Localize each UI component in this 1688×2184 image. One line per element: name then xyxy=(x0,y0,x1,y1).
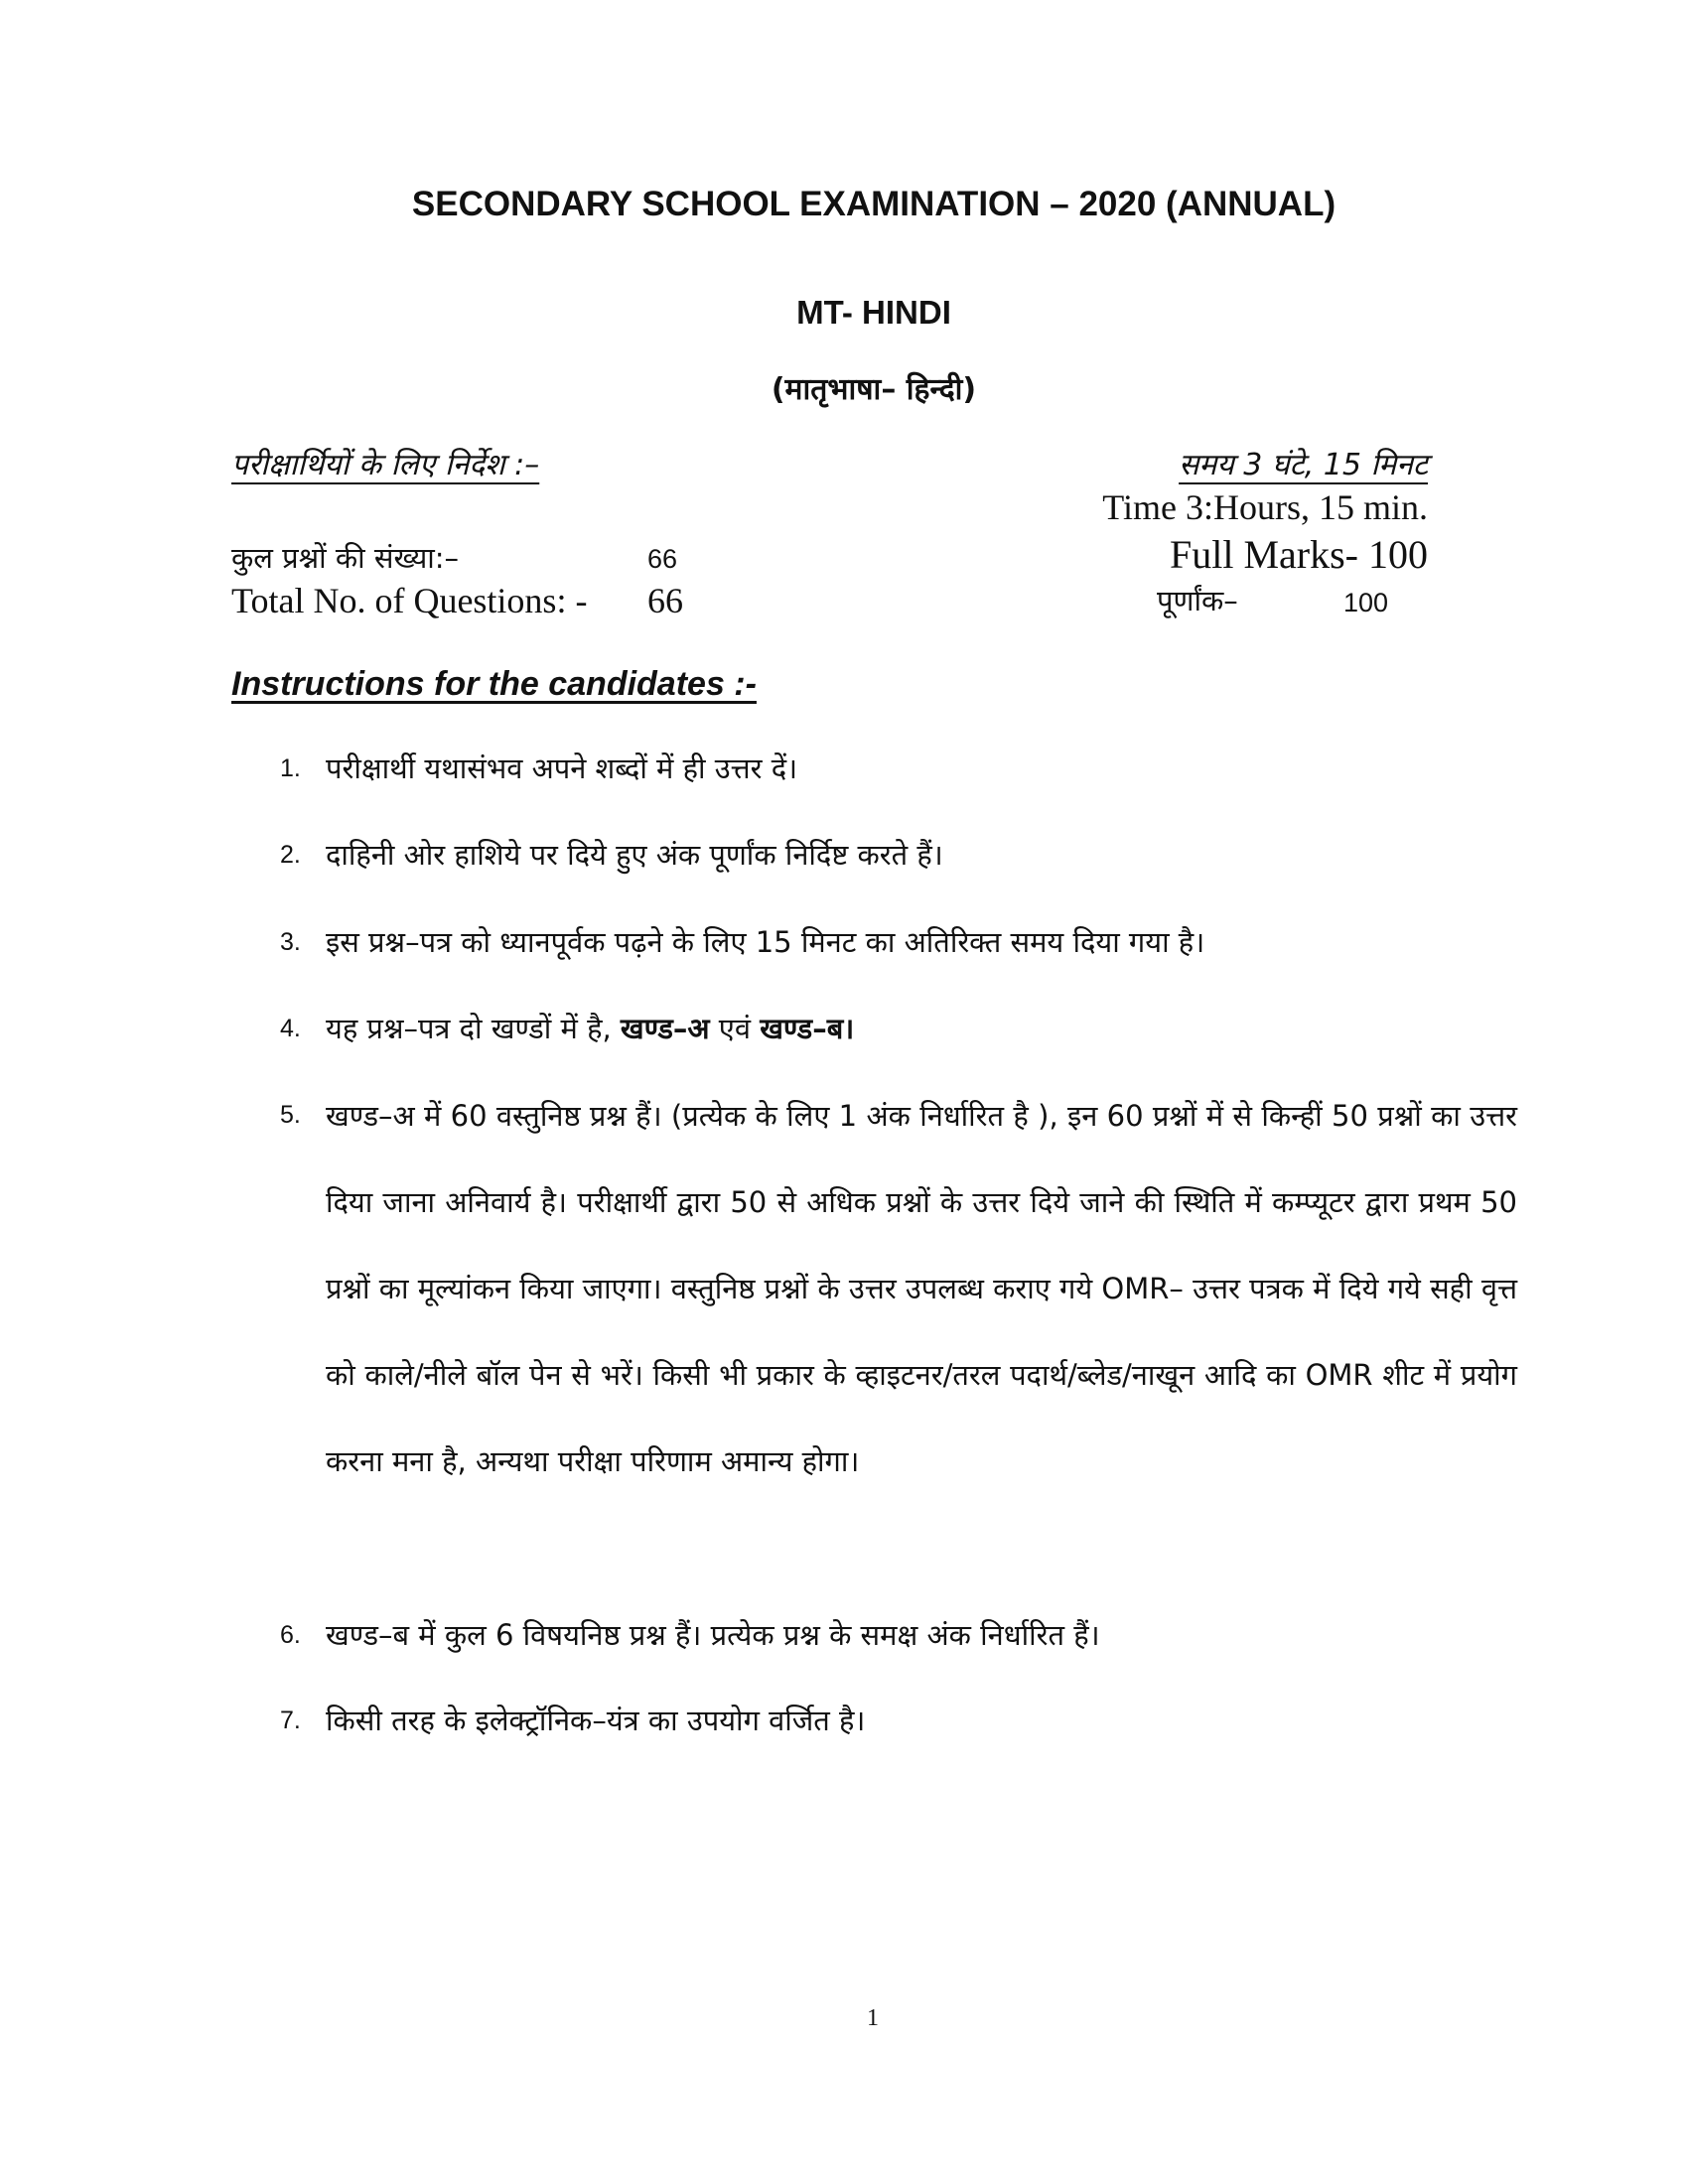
item-number: 7. xyxy=(280,1706,301,1734)
section-b-label: खण्ड–ब। xyxy=(760,1012,855,1045)
full-marks: Full Marks- 100 xyxy=(1170,532,1428,577)
instruction-item xyxy=(280,835,1517,874)
exam-title: SECONDARY SCHOOL EXAMINATION – 2020 (ANNUAL) xyxy=(411,185,1336,223)
full-marks-hindi-label: पूर्णांक– xyxy=(1157,584,1238,617)
time-hindi: समय 3 घंटे, 15 मिनट xyxy=(1179,448,1428,482)
full-marks-hindi-value: 100 xyxy=(1343,588,1389,617)
item-text-part: एवं xyxy=(709,1012,761,1045)
instruction-item xyxy=(280,1009,1517,1047)
item-number: 2. xyxy=(280,841,301,869)
total-questions-hindi-label: कुल प्रश्नों की संख्या:– xyxy=(231,541,460,575)
instruction-item xyxy=(280,1615,1517,1654)
instructions-hindi-heading: परीक्षार्थियों के लिए निर्देश :– xyxy=(231,448,540,482)
item-number: 1. xyxy=(280,754,301,782)
subject-title-hindi: (मातृभाषा– हिन्दी) xyxy=(771,372,977,407)
instruction-item xyxy=(280,1073,1517,1505)
instructions-heading: Instructions for the candidates :- xyxy=(231,665,757,703)
item-number: 6. xyxy=(280,1621,301,1649)
item-text: दाहिनी ओर हाशिये पर दिये हुए अंक पूर्णांक निर्दिष्ट करते हैं। xyxy=(326,838,943,872)
instruction-item xyxy=(280,922,1517,961)
item-text: इस प्रश्न–पत्र को ध्यानपूर्वक पढ़ने के लिए 15 मिनट का अतिरिक्त समय दिया गया है। xyxy=(326,925,1205,959)
total-questions-hindi-value: 66 xyxy=(647,544,678,574)
total-questions-value: 66 xyxy=(647,581,683,620)
item-number: 5. xyxy=(280,1101,301,1129)
time-english: Time 3:Hours, 15 min. xyxy=(1102,487,1428,527)
subject-title: MT- HINDI xyxy=(796,294,951,331)
item-text: खण्ड–अ में 60 वस्तुनिष्ठ प्रश्न हैं। (प्रत्येक के लिए 1 अंक निर्धारित है ), इन 60 प्रश्नों में से किन्हीं 50 प्रश्नों का उत्तर दिया जाना अनिवार्य है। परीक्षार्थी द्वारा 50 से अधिक प्रश्नों के उत्तर दिये जाने की स्थिति में कम्प्यूटर द्वारा प्रथम 50 प्रश्नों का मूल्यांकन किया जाएगा। वस्तुनिष्ठ प्रश्नों के उत्तर उपलब्ध कराए गये OMR– उत्तर पत्रक में दिये गये सही वृत्त को काले/नीले बॉल पेन से भरें। किसी भी प्रकार के व्हाइटनर/तरल पदार्थ/ब्लेड/नाखून आदि का OMR शीट में प्रयोग करना मना है, अन्यथा परीक्षा परिणाम अमान्य होगा। xyxy=(326,1099,1517,1478)
item-number: 4. xyxy=(280,1015,301,1042)
item-text: परीक्षार्थी यथासंभव अपने शब्दों में ही उत्तर दें। xyxy=(326,751,798,785)
item-number: 3. xyxy=(280,928,301,956)
instruction-item xyxy=(280,749,1517,787)
item-text: किसी तरह के इलेक्ट्रॉनिक–यंत्र का उपयोग वर्जित है। xyxy=(326,1704,866,1737)
item-text: खण्ड–ब में कुल 6 विषयनिष्ठ प्रश्न हैं। प्रत्येक प्रश्न के समक्ष अंक निर्धारित हैं। xyxy=(326,1618,1100,1652)
section-a-label: खण्ड–अ xyxy=(620,1012,710,1045)
item-text-part: यह प्रश्न–पत्र दो खण्डों में है, xyxy=(326,1012,621,1045)
instruction-item xyxy=(280,1701,1517,1739)
page-number: 1 xyxy=(867,2005,879,2031)
item-text xyxy=(326,1009,1517,1047)
total-questions-label: Total No. of Questions: - xyxy=(231,581,588,620)
